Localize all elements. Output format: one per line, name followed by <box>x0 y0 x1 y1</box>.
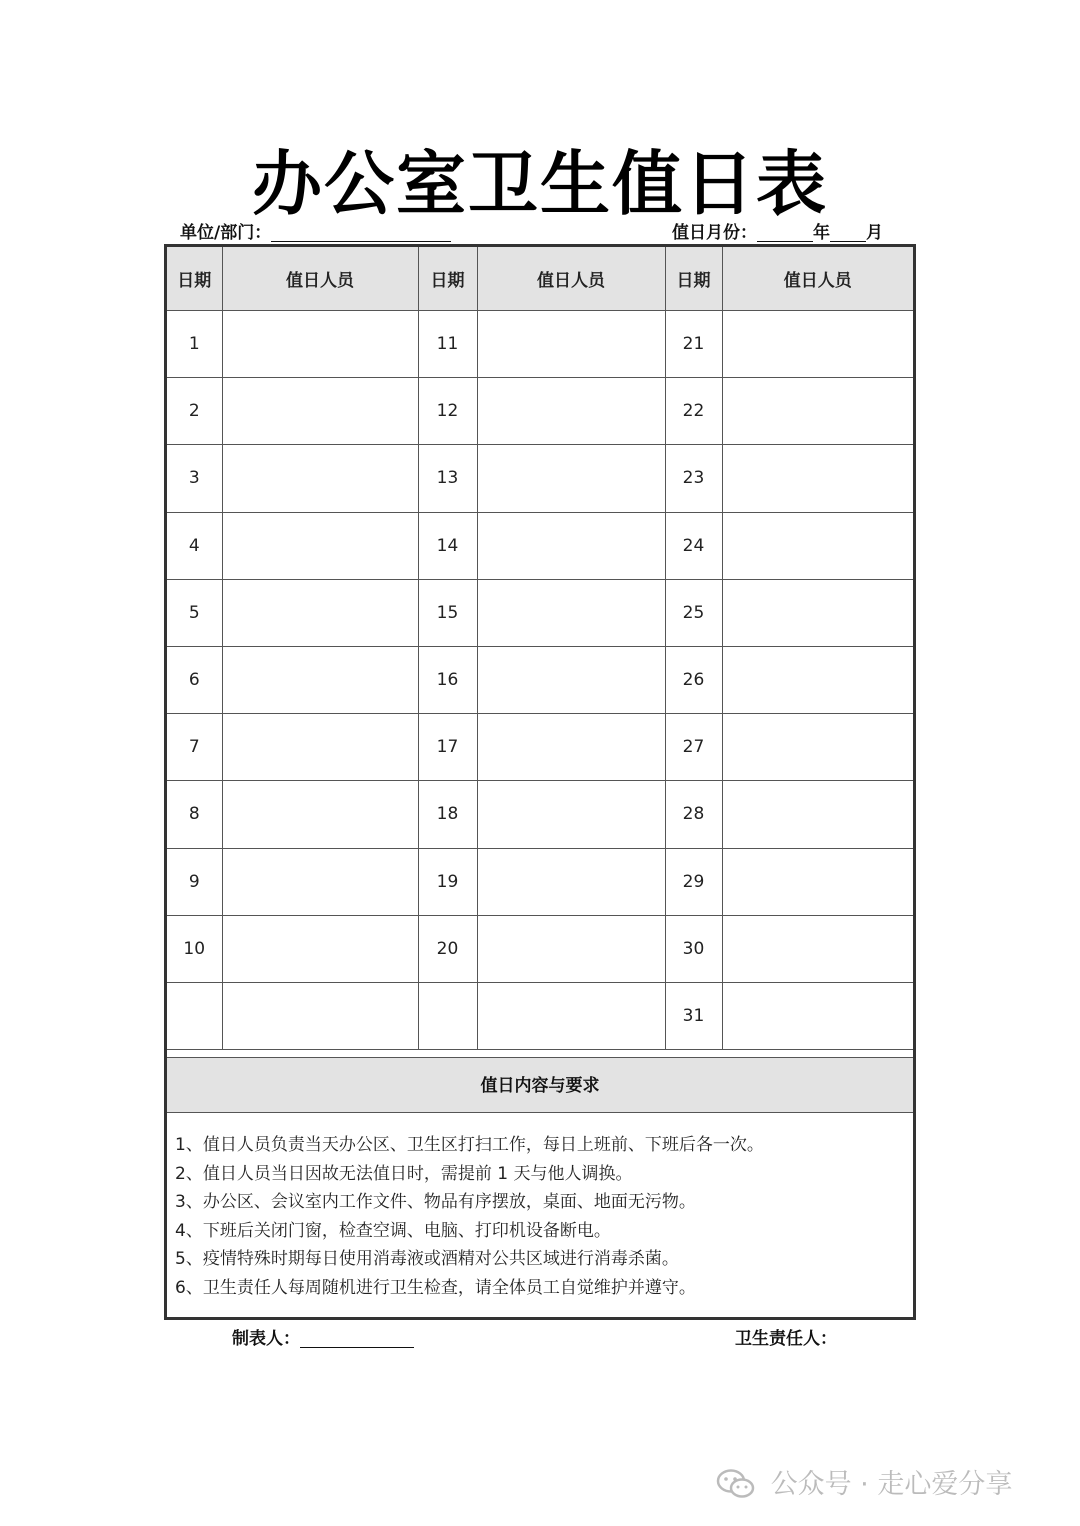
date-cell: 5 <box>167 579 222 646</box>
date-cell <box>418 982 477 1049</box>
date-cell: 23 <box>665 445 722 512</box>
date-cell: 22 <box>665 378 722 445</box>
staff-cell[interactable] <box>477 579 665 646</box>
month-field <box>672 218 883 243</box>
unit-field <box>180 218 451 243</box>
date-cell: 12 <box>418 378 477 445</box>
staff-cell[interactable] <box>222 512 418 579</box>
staff-cell[interactable] <box>722 378 913 445</box>
staff-cell[interactable] <box>222 445 418 512</box>
date-cell: 24 <box>665 512 722 579</box>
date-cell: 10 <box>167 915 222 982</box>
date-cell: 30 <box>665 915 722 982</box>
page-title: 办公室卫生值日表 <box>252 142 828 225</box>
month-label: 值日月份： <box>672 223 757 243</box>
staff-cell[interactable] <box>722 982 913 1049</box>
staff-cell[interactable] <box>222 714 418 781</box>
date-cell <box>167 982 222 1049</box>
table-row <box>167 311 913 378</box>
maker-blank[interactable] <box>300 1329 414 1348</box>
staff-cell[interactable] <box>722 848 913 915</box>
date-cell: 31 <box>665 982 722 1049</box>
staff-cell[interactable] <box>722 445 913 512</box>
staff-cell[interactable] <box>222 848 418 915</box>
table-row <box>167 646 913 713</box>
date-cell: 7 <box>167 714 222 781</box>
header-date: 日期 <box>167 247 222 311</box>
staff-cell[interactable] <box>222 579 418 646</box>
table-row <box>167 781 913 848</box>
unit-label: 单位/部门： <box>180 223 272 243</box>
maker-field <box>232 1324 414 1349</box>
header-staff: 值日人员 <box>722 247 913 311</box>
date-cell: 13 <box>418 445 477 512</box>
date-cell: 1 <box>167 311 222 378</box>
table-row <box>167 714 913 781</box>
staff-cell[interactable] <box>222 915 418 982</box>
table-row <box>167 512 913 579</box>
staff-cell[interactable] <box>477 915 665 982</box>
header-date: 日期 <box>418 247 477 311</box>
month-blank[interactable] <box>830 223 866 242</box>
table-header-row <box>167 247 913 311</box>
watermark <box>716 1462 1012 1501</box>
date-cell: 29 <box>665 848 722 915</box>
requirement-item: 6、卫生责任人每周随机进行卫生检查，请全体员工自觉维护并遵守。 <box>175 1277 696 1298</box>
staff-cell[interactable] <box>477 714 665 781</box>
staff-cell[interactable] <box>722 714 913 781</box>
date-cell: 17 <box>418 714 477 781</box>
month-suffix: 月 <box>866 223 883 243</box>
staff-cell[interactable] <box>477 646 665 713</box>
staff-cell[interactable] <box>222 378 418 445</box>
date-cell: 3 <box>167 445 222 512</box>
date-cell: 25 <box>665 579 722 646</box>
date-cell: 20 <box>418 915 477 982</box>
staff-cell[interactable] <box>477 848 665 915</box>
date-cell: 21 <box>665 311 722 378</box>
date-cell: 28 <box>665 781 722 848</box>
staff-cell[interactable] <box>222 646 418 713</box>
watermark-text: 公众号 · 走心爱分享 <box>770 1469 1013 1500</box>
staff-cell[interactable] <box>722 311 913 378</box>
date-cell: 2 <box>167 378 222 445</box>
staff-cell[interactable] <box>477 512 665 579</box>
staff-cell[interactable] <box>722 915 913 982</box>
staff-cell[interactable] <box>477 781 665 848</box>
requirements-list <box>175 1131 905 1302</box>
staff-cell[interactable] <box>222 781 418 848</box>
staff-cell[interactable] <box>477 378 665 445</box>
date-cell: 15 <box>418 579 477 646</box>
staff-cell[interactable] <box>477 445 665 512</box>
staff-cell[interactable] <box>722 646 913 713</box>
requirement-item: 2、值日人员当日因故无法值日时，需提前 1 天与他人调换。 <box>175 1163 633 1184</box>
staff-cell[interactable] <box>222 982 418 1049</box>
table-row <box>167 982 913 1049</box>
table-row <box>167 445 913 512</box>
staff-cell[interactable] <box>222 311 418 378</box>
date-cell: 18 <box>418 781 477 848</box>
date-cell: 16 <box>418 646 477 713</box>
duty-roster-table <box>167 247 913 1050</box>
requirement-item: 1、值日人员负责当天办公区、卫生区打扫工作，每日上班前、下班后各一次。 <box>175 1135 764 1155</box>
date-cell: 11 <box>418 311 477 378</box>
date-cell: 8 <box>167 781 222 848</box>
staff-cell[interactable] <box>477 311 665 378</box>
table-row <box>167 848 913 915</box>
date-cell: 9 <box>167 848 222 915</box>
staff-cell[interactable] <box>722 781 913 848</box>
staff-cell[interactable] <box>722 579 913 646</box>
year-suffix: 年 <box>813 223 830 243</box>
staff-cell[interactable] <box>477 982 665 1049</box>
date-cell: 6 <box>167 646 222 713</box>
header-staff: 值日人员 <box>222 247 418 311</box>
unit-blank[interactable] <box>271 223 451 242</box>
table-row <box>167 915 913 982</box>
table-row <box>167 579 913 646</box>
duty-table-frame <box>164 244 916 1320</box>
responsible-field <box>735 1324 837 1349</box>
maker-label: 制表人： <box>232 1329 300 1349</box>
table-row <box>167 378 913 445</box>
date-cell: 26 <box>665 646 722 713</box>
requirements-heading: 值日内容与要求 <box>167 1057 913 1113</box>
header-date: 日期 <box>665 247 722 311</box>
requirement-item: 3、办公区、会议室内工作文件、物品有序摆放，桌面、地面无污物。 <box>175 1192 696 1212</box>
wechat-icon <box>716 1469 771 1500</box>
date-cell: 27 <box>665 714 722 781</box>
year-blank[interactable] <box>757 223 813 242</box>
responsible-label: 卫生责任人： <box>735 1329 837 1349</box>
requirement-item: 4、下班后关闭门窗，检查空调、电脑、打印机设备断电。 <box>175 1220 611 1241</box>
date-cell: 4 <box>167 512 222 579</box>
date-cell: 19 <box>418 848 477 915</box>
staff-cell[interactable] <box>722 512 913 579</box>
requirement-item: 5、疫情特殊时期每日使用消毒液或酒精对公共区域进行消毒杀菌。 <box>175 1249 679 1269</box>
date-cell: 14 <box>418 512 477 579</box>
header-staff: 值日人员 <box>477 247 665 311</box>
